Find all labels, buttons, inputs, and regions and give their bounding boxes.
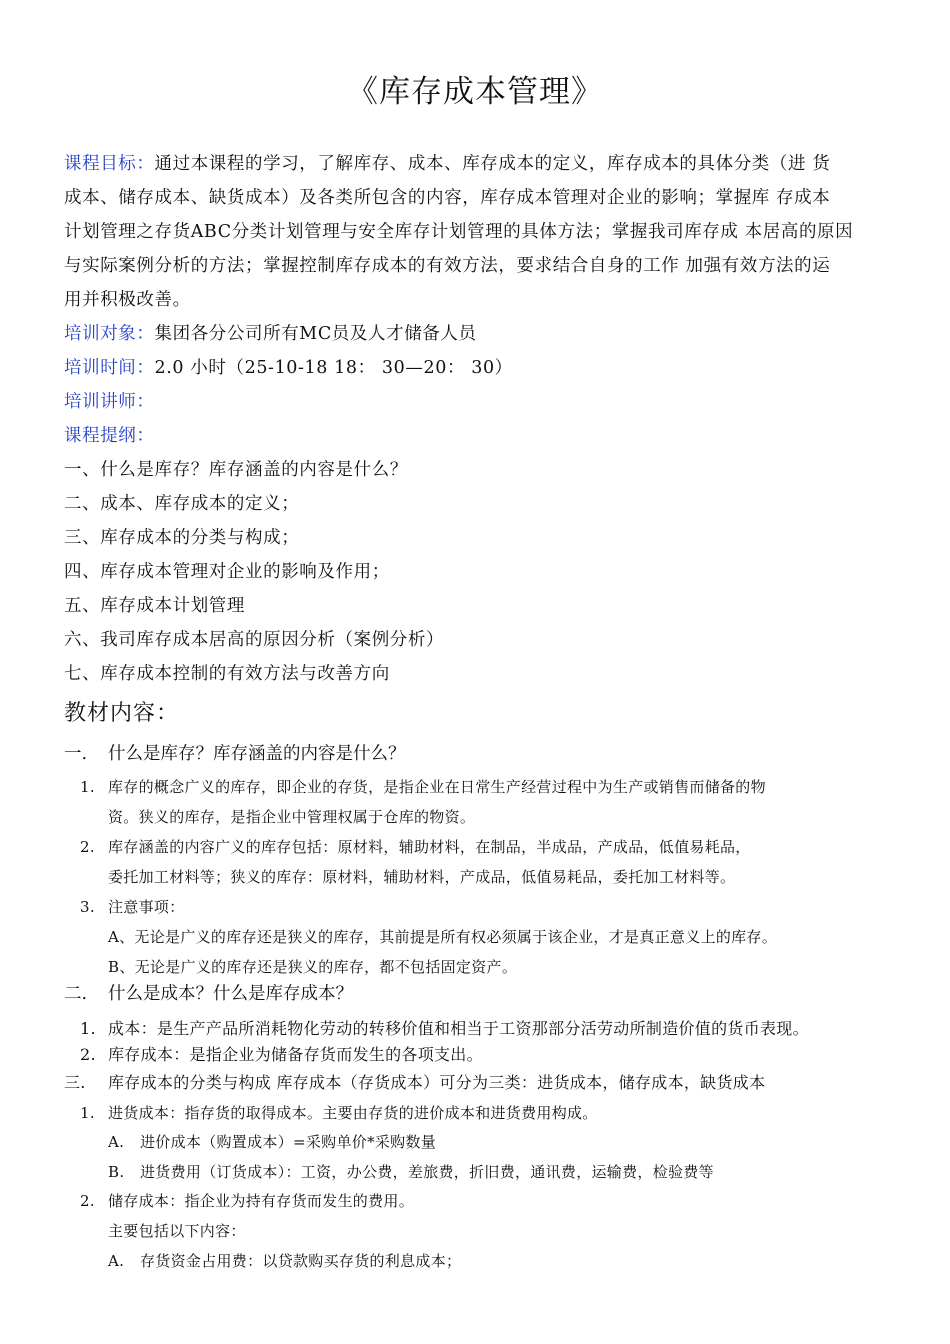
s2-item-1-number: 1.: [80, 1019, 96, 1038]
goal-line-3: 计划管理之存货ABC分类计划管理与安全库存计划管理的具体方法；掌握我司库存成 本居高的原因: [64, 222, 854, 242]
outline-item-1: 一、什么是库存？库存涵盖的内容是什么？: [64, 460, 408, 480]
s1-item-3-number: 3.: [80, 898, 95, 916]
section-2-heading: [64, 980, 353, 1005]
goal-label: 课程目标：: [64, 154, 155, 174]
s3-item-1-a: [108, 1131, 436, 1152]
section-1-heading: [64, 740, 406, 765]
s2-item-2-number: 2.: [80, 1045, 96, 1064]
s3-item-1-number: 1.: [80, 1104, 95, 1122]
s3-item-1-b: [108, 1161, 714, 1182]
section-1-title: 什么是库存？库存涵盖的内容是什么？: [108, 744, 406, 764]
s2-item-1-text: 成本：是生产产品所消耗物化劳动的转移价值和相当于工资那部分活劳动所制造价值的货币表现。: [108, 1019, 809, 1038]
s1-note-b: B、无论是广义的库存还是狭义的库存，都不包括固定资产。: [108, 958, 518, 976]
s2-item-2: [80, 1042, 483, 1065]
s3-item-1: [80, 1102, 598, 1123]
outline-label: 课程提纲：: [64, 426, 155, 446]
goal-line-5: 用并积极改善。: [64, 290, 191, 310]
s3-item-2-a-letter: A.: [108, 1252, 125, 1270]
s1-item-1-number: 1.: [80, 778, 95, 796]
s3-item-1-text: 进货成本：指存货的取得成本。主要由存货的进价成本和进货费用构成。: [108, 1104, 598, 1122]
s3-item-2-a-text: 存货资金占用费：以贷款购买存货的利息成本；: [140, 1252, 462, 1270]
s1-item-1-cont: 资。狭义的库存，是指企业中管理权属于仓库的物资。: [108, 808, 476, 826]
s3-item-2-a: [108, 1250, 461, 1271]
s1-item-3: [80, 896, 185, 917]
audience-text: 集团各分公司所有MC员及人才储备人员: [154, 324, 477, 344]
section-3-heading: [64, 1070, 765, 1093]
goal-line-2: 成本、储存成本、缺货成本）及各类所包含的内容，库存成本管理对企业的影响；掌握库 存成本: [64, 188, 831, 208]
section-1-number: 一.: [64, 744, 88, 764]
outline-item-4: 四、库存成本管理对企业的影响及作用；: [64, 562, 390, 582]
section-3-title: 库存成本的分类与构成 库存成本（存货成本）可分为三类：进货成本，储存成本，缺货成本: [108, 1073, 766, 1092]
s3-item-2-number: 2.: [80, 1192, 95, 1210]
goal-text-1: 通过本课程的学习，了解库存、成本、库存成本的定义，库存成本的具体分类（进 货: [154, 154, 831, 174]
section-2-number: 二.: [64, 984, 88, 1004]
s1-item-3-title: 注意事项：: [108, 898, 185, 916]
audience-line: [64, 320, 477, 345]
s3-item-2-sub: 主要包括以下内容：: [108, 1222, 246, 1240]
time-text: 2.0 小时（25-10-18 18： 30—20： 30）: [154, 358, 513, 378]
time-line: [64, 354, 513, 379]
s2-item-2-text: 库存成本：是指企业为储备存货而发生的各项支出。: [108, 1045, 483, 1064]
s3-item-2-text: 储存成本：指企业为持有存货而发生的费用。: [108, 1192, 415, 1210]
outline-item-2: 二、成本、库存成本的定义；: [64, 494, 300, 514]
s1-item-2-cont: 委托加工材料等；狭义的库存：原材料，辅助材料，产成品，低值易耗品，委托加工材料等。: [108, 868, 736, 886]
outline-item-5: 五、库存成本计划管理: [64, 596, 245, 616]
s3-item-1-b-letter: B.: [108, 1163, 125, 1181]
s3-item-1-a-letter: A.: [108, 1133, 125, 1151]
goal-line-4: 与实际案例分析的方法；掌握控制库存成本的有效方法，要求结合自身的工作 加强有效方法的运: [64, 256, 831, 276]
page-title: 《库存成本管理》: [347, 74, 603, 110]
s3-item-1-a-text: 进价成本（购置成本）=采购单价*采购数量: [140, 1133, 437, 1151]
audience-label: 培训对象：: [64, 324, 155, 344]
s1-item-2-number: 2.: [80, 838, 95, 856]
s2-item-1: [80, 1016, 809, 1039]
s3-item-2: [80, 1190, 414, 1211]
outline-item-6: 六、我司库存成本居高的原因分析（案例分析）: [64, 630, 445, 650]
section-3-number: 三.: [64, 1073, 86, 1092]
s1-item-2-text: 库存涵盖的内容广义的库存包括：原材料，辅助材料，在制品，半成品，产成品，低值易耗品，: [108, 838, 751, 856]
outline-item-3: 三、库存成本的分类与构成；: [64, 528, 300, 548]
s1-item-1-text: 库存的概念广义的库存，即企业的存货，是指企业在日常生产经营过程中为生产或销售而储备的物: [108, 778, 766, 796]
s1-note-a: A、无论是广义的库存还是狭义的库存，其前提是所有权必须属于该企业，才是真正意义上的库存。: [108, 928, 778, 946]
outline-item-7: 七、库存成本控制的有效方法与改善方向: [64, 664, 390, 684]
goal-line-1: [64, 150, 830, 175]
section-2-title: 什么是成本？什么是库存成本？: [108, 984, 353, 1004]
time-label: 培训时间：: [64, 358, 155, 378]
s3-item-1-b-text: 进货费用（订货成本）：工资，办公费，差旅费，折旧费，通讯费，运输费，检验费等: [140, 1163, 714, 1181]
lecturer-label: 培训讲师：: [64, 392, 155, 412]
s1-item-1: [80, 776, 766, 797]
s1-item-2: [80, 836, 751, 857]
content-heading: 教材内容：: [64, 701, 180, 726]
